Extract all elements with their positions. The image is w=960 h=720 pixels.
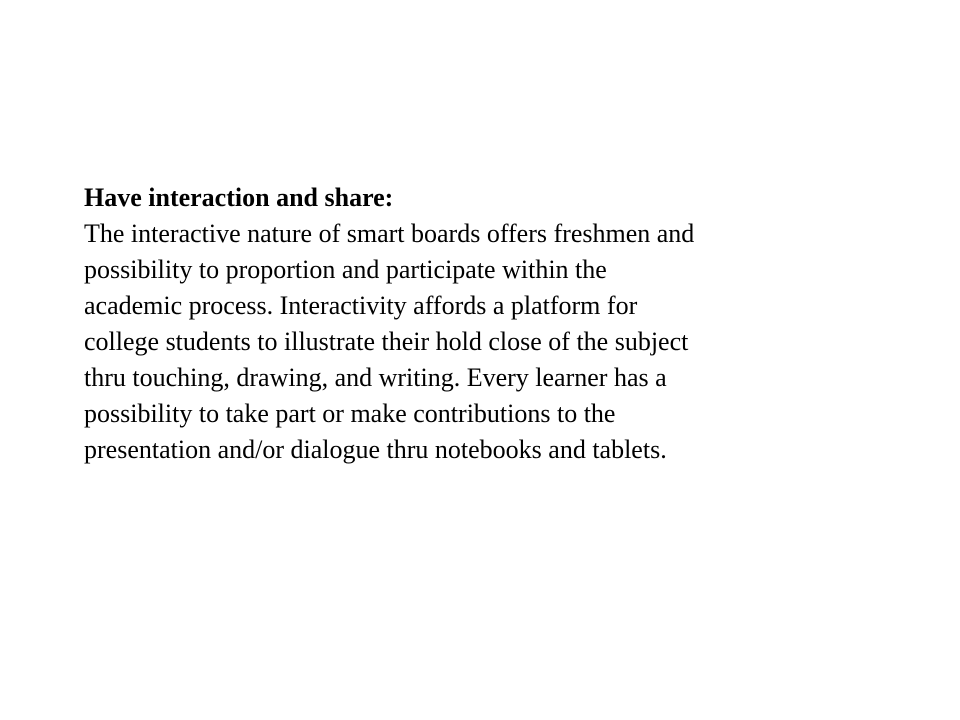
body-line-6: possibility to take part or make contributions to the	[84, 399, 616, 428]
body-line-4: college students to illustrate their hold close of the subject	[84, 327, 689, 356]
slide-heading: Have interaction and share:	[84, 183, 394, 212]
text-block	[84, 180, 884, 468]
body-line-1: The interactive nature of smart boards offers freshmen and	[84, 219, 695, 248]
body-line-3: academic process. Interactivity affords a platform for	[84, 291, 638, 320]
body-line-5: thru touching, drawing, and writing. Every learner has a	[84, 363, 667, 392]
body-line-2: possibility to proportion and participate within the	[84, 255, 607, 284]
body-line-7: presentation and/or dialogue thru notebooks and tablets.	[84, 435, 667, 464]
